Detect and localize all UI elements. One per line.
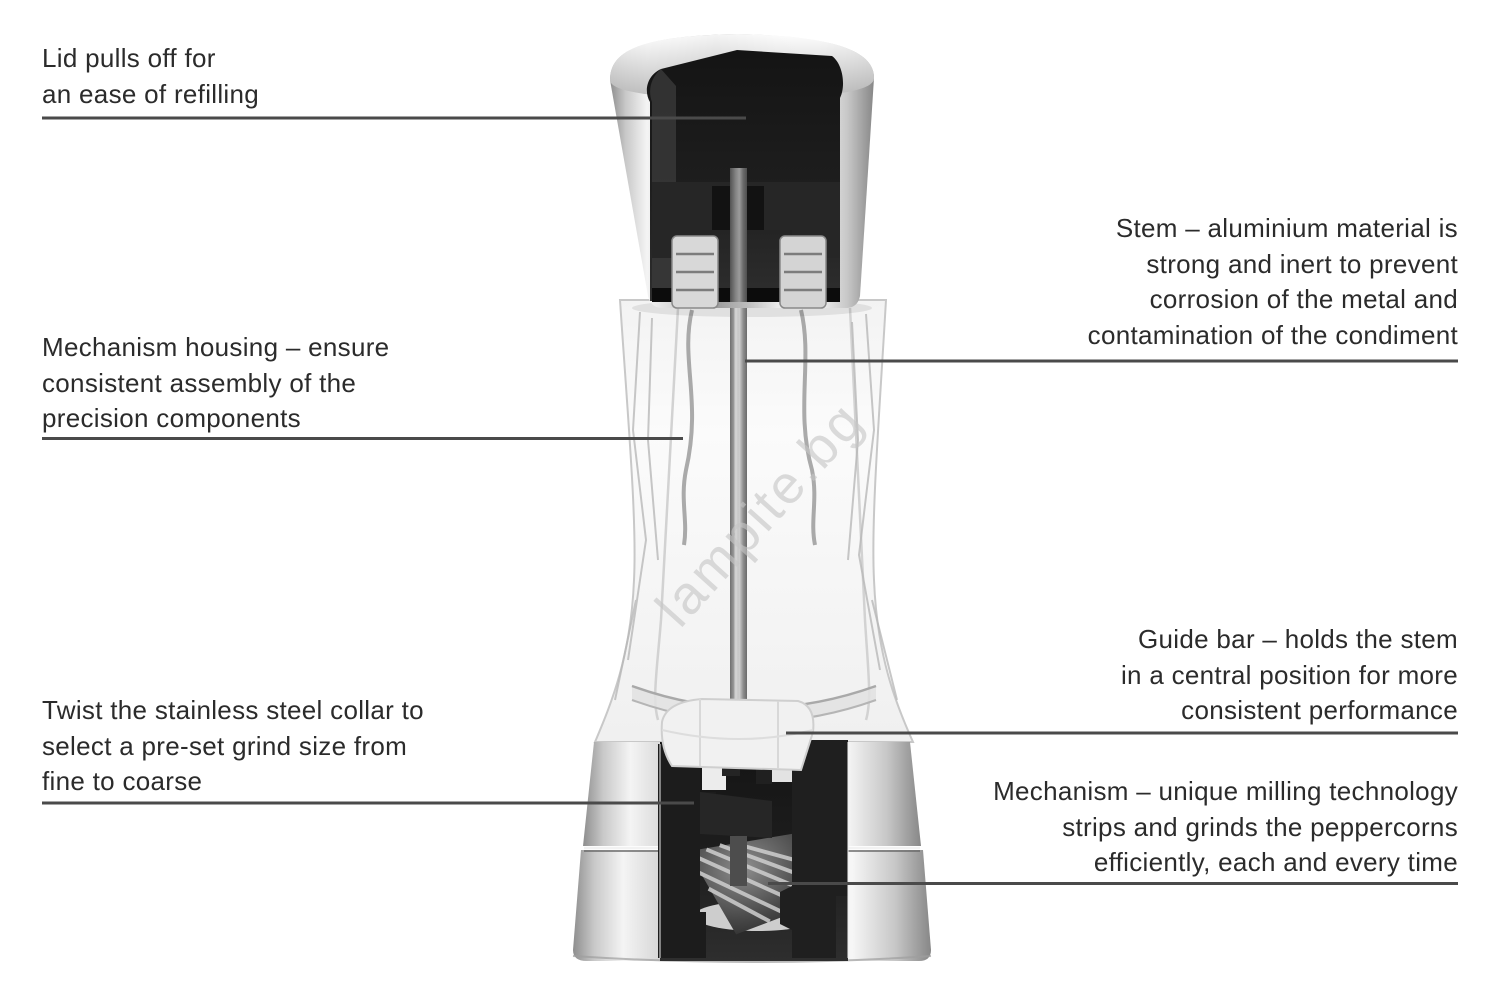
watermark: lampite.bg bbox=[644, 390, 876, 638]
label-mechanism-line-2: strips and grinds the peppercorns bbox=[1062, 811, 1458, 842]
label-stem bbox=[1088, 211, 1458, 353]
label-guide-bar-line-2: in a central position for more bbox=[1120, 659, 1458, 690]
label-guide-bar bbox=[1121, 622, 1458, 729]
label-lid-line-2: an ease of refilling bbox=[42, 78, 260, 109]
label-collar-line-2: select a pre-set grind size from bbox=[42, 730, 408, 761]
label-mechanism-line-1: Mechanism – unique milling technology bbox=[993, 776, 1458, 806]
label-collar bbox=[42, 693, 424, 800]
label-stem-line-2: strong and inert to prevent bbox=[1146, 248, 1458, 279]
label-stem-line-3: corrosion of the metal and bbox=[1149, 284, 1458, 314]
label-lid-line-1: Lid pulls off for bbox=[42, 43, 216, 73]
label-mechanism-line-3: efficiently, each and every time bbox=[1093, 847, 1458, 877]
label-mechanism bbox=[993, 774, 1458, 881]
label-guide-bar-line-3: consistent performance bbox=[1181, 695, 1458, 725]
label-guide-bar-line-1: Guide bar – holds the stem bbox=[1138, 624, 1458, 654]
label-collar-line-1: Twist the stainless steel collar to bbox=[42, 695, 424, 725]
label-stem-line-4: contamination of the condiment bbox=[1087, 319, 1458, 350]
label-stem-line-1: Stem – aluminium material is bbox=[1115, 213, 1458, 243]
label-mechanism-housing-line-1: Mechanism housing – ensure bbox=[42, 332, 390, 362]
lid bbox=[610, 34, 874, 308]
label-mechanism-housing bbox=[42, 330, 389, 437]
label-mechanism-housing-line-2: consistent assembly of the bbox=[42, 367, 357, 398]
label-collar-line-3: fine to coarse bbox=[42, 766, 203, 796]
label-mechanism-housing-line-3: precision components bbox=[42, 403, 301, 433]
label-lid bbox=[42, 41, 259, 112]
